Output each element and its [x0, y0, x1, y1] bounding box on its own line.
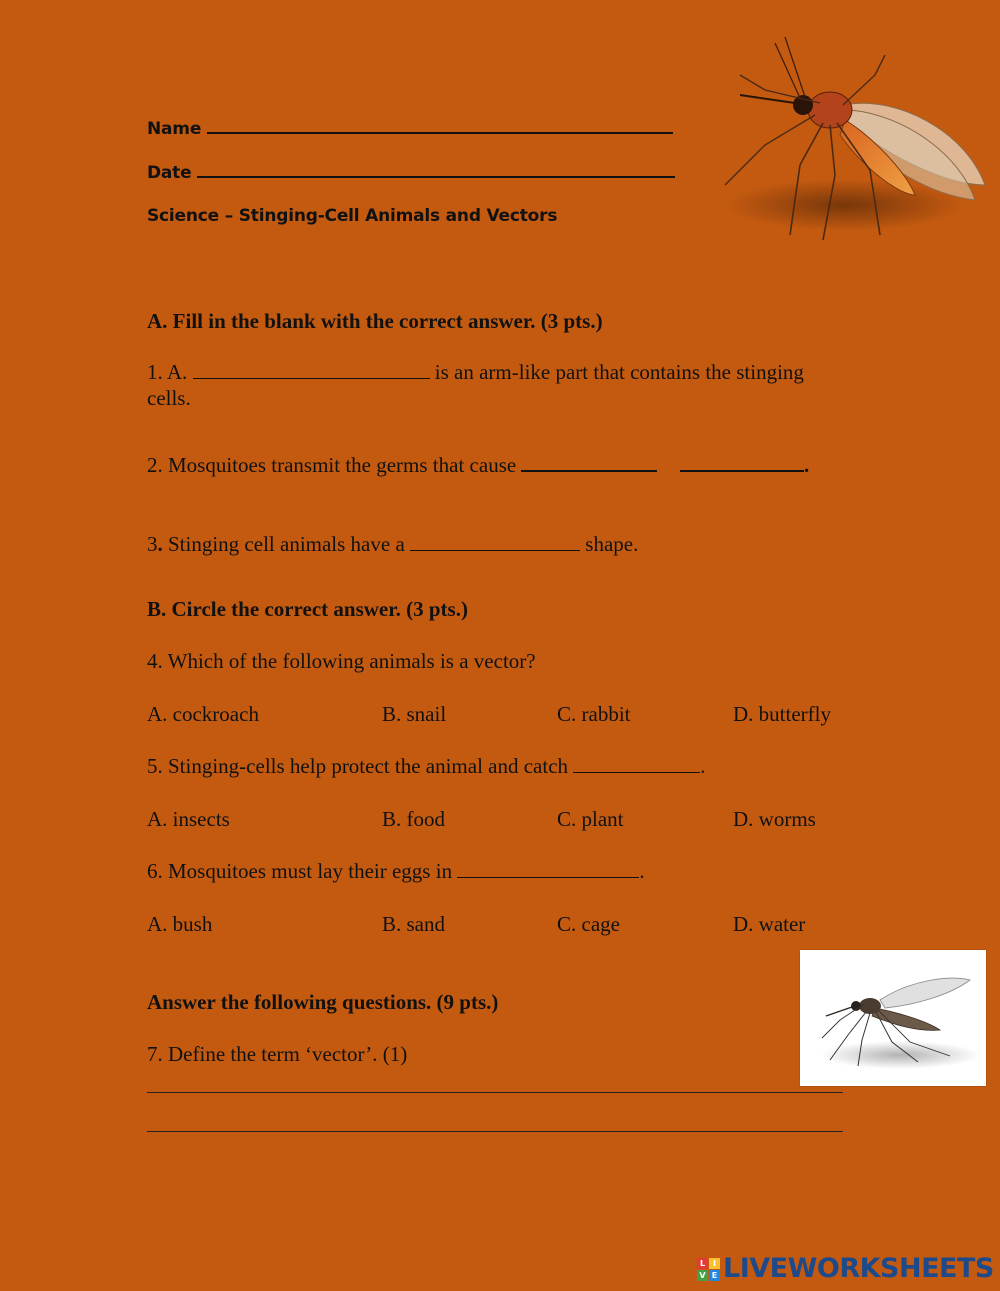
q7-answer-line-2[interactable] — [147, 1131, 843, 1132]
q1-suffix: is an arm-like part that contains the stinging — [434, 360, 804, 384]
question-2 — [147, 452, 809, 478]
mosquito-photo-icon — [800, 950, 986, 1086]
mosquito-photo — [800, 950, 986, 1086]
date-field — [147, 162, 675, 183]
section-b-heading: B. Circle the correct answer. (3 pts.) — [147, 597, 468, 621]
logo-letter-e: E — [709, 1270, 720, 1281]
name-label: Name — [147, 119, 202, 139]
q2-period: . — [803, 453, 810, 477]
q4-option-d[interactable]: D. butterfly — [733, 702, 831, 726]
question-7: 7. Define the term ‘vector’. (1) — [147, 1042, 408, 1066]
q5-period: . — [700, 754, 706, 778]
q7-answer-line-1[interactable] — [147, 1092, 843, 1093]
q3-dot: . — [157, 532, 163, 556]
question-3 — [147, 531, 638, 557]
subject-title: Science – Stinging-Cell Animals and Vectors — [147, 206, 558, 226]
q6-blank[interactable] — [457, 859, 639, 878]
q4-option-c[interactable]: C. rabbit — [557, 702, 631, 726]
liveworksheets-logo-icon — [697, 1258, 720, 1281]
section-a-heading: A. Fill in the blank with the correct answer. (3 pts.) — [147, 309, 603, 333]
q6-prefix: 6. Mosquitoes must lay their eggs in — [147, 859, 453, 883]
q3-suffix: shape. — [585, 532, 639, 556]
question-5 — [147, 753, 706, 779]
q3-blank[interactable] — [410, 532, 580, 551]
q2-blank-2[interactable] — [680, 452, 804, 472]
name-input-line[interactable] — [207, 118, 673, 134]
q4-option-b[interactable]: B. snail — [382, 702, 447, 726]
liveworksheets-brand — [697, 1254, 994, 1284]
section-c-heading: Answer the following questions. (9 pts.) — [147, 990, 499, 1014]
q5-option-c[interactable]: C. plant — [557, 807, 624, 831]
question-6 — [147, 858, 645, 884]
logo-letter-l: L — [697, 1258, 708, 1269]
q3-prefix: Stinging cell animals have a — [162, 532, 405, 556]
q4-option-a[interactable]: A. cockroach — [147, 702, 259, 726]
q3-number: 3 — [147, 532, 158, 556]
question-1 — [147, 359, 804, 385]
q6-option-c[interactable]: C. cage — [557, 912, 620, 936]
q6-period: . — [639, 859, 645, 883]
q2-prefix: 2. Mosquitoes transmit the germs that cause — [147, 453, 517, 477]
logo-letter-i: I — [709, 1258, 720, 1269]
q5-option-b[interactable]: B. food — [382, 807, 445, 831]
q6-option-d[interactable]: D. water — [733, 912, 806, 936]
question-1-continued: cells. — [147, 386, 191, 410]
question-4: 4. Which of the following animals is a vector? — [147, 649, 536, 673]
q6-option-b[interactable]: B. sand — [382, 912, 445, 936]
date-label: Date — [147, 163, 192, 183]
q1-prefix: 1. A. — [147, 360, 188, 384]
q5-blank[interactable] — [573, 754, 700, 773]
q2-blank-1[interactable] — [521, 452, 657, 472]
q1-blank[interactable] — [193, 360, 430, 379]
date-input-line[interactable] — [197, 162, 675, 178]
q5-option-d[interactable]: D. worms — [733, 807, 816, 831]
q6-option-a[interactable]: A. bush — [147, 912, 213, 936]
name-field — [147, 118, 673, 139]
brand-name: LIVEWORKSHEETS — [723, 1253, 994, 1284]
q5-prefix: 5. Stinging-cells help protect the animal and catch — [147, 754, 569, 778]
mosquito-illustration-top — [705, 35, 1000, 250]
q5-option-a[interactable]: A. insects — [147, 807, 230, 831]
logo-letter-v: V — [697, 1270, 708, 1281]
